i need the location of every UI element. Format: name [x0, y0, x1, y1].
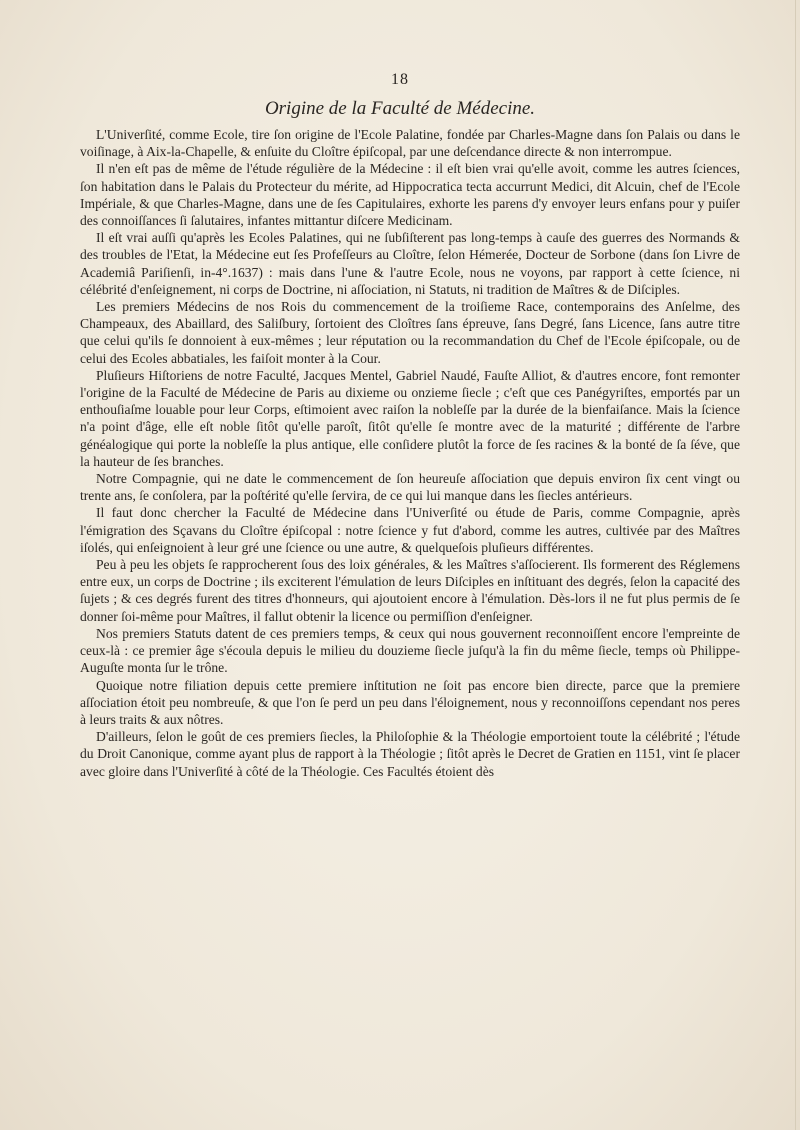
running-title: Origine de la Faculté de Médecine. — [264, 98, 536, 119]
paragraph-4: Les premiers Médecins de nos Rois du commencement de la troiſieme Race, contemporains des Anſelme, des Champeaux, des Abaillard, des Saliſbury, ſortoient des Cloîtres ſans épreuve, ſans Degré, ſans Licence, ſans autre titre que celui qu'ils ſe donnoient à eux-mêmes ; leur réputation ou la recommandation du Chef de l'Ecole épiſcopale, ou de celui des Ecoles abbatiales, les faiſoit monter à la Cour. — [80, 299, 740, 366]
body-text — [80, 126, 740, 780]
paragraph-7: Il faut donc chercher la Faculté de Médecine dans l'Univerſité ou étude de Paris, comme Compagnie, après l'émigration des Sçavans du Cloître épiſcopal : notre ſcience y fut d'abord, comme les autres, cultivée par des Maîtres iſolés, qui enſeignoient à leur gré une ſcience ou une autre, & quelqueſois pluſieurs différentes. — [80, 505, 740, 555]
page-number: 18 — [391, 71, 409, 88]
paragraph-9: Nos premiers Statuts datent de ces premiers temps, & ceux qui nous gouvernent reconnoiſſent encore l'empreinte de ceux-là : ce premier âge s'écoula depuis le milieu du douzieme ſiecle juſqu'à la fin du même ſiecle, temps où Philippe-Auguſte monta ſur le trône. — [80, 625, 740, 676]
paragraph-11: D'ailleurs, ſelon le goût de ces premiers ſiecles, la Philoſophie & la Théologie emportoient toute la célébrité ; l'étude du Droit Canonique, comme ayant plus de rapport à la Théologie ; ſitôt après le Decret de Gratien en 1151, vint ſe placer avec gloire dans l'Univerſité à côté de la Théologie. Ces Facultés étoient dès — [80, 729, 740, 779]
paragraph-2: Il n'en eſt pas de même de l'étude régulière de la Médecine : il eſt bien vrai qu'elle avoit, comme les autres ſciences, ſon habitation dans le Palais du Protecteur du mérite, ad Hippocratica tecta accurrunt Medici, dit Alcuin, chef de l'Ecole Impériale, & que Charles-Magne, dans une de ſes Capitulaires, exhorte les parens d'y envoyer leurs enfans pour y puiſer des connoiſſances ſi ſalutaires, infantes mittantur diſcere Medicinam. — [80, 161, 740, 229]
paragraph-5: Pluſieurs Hiſtoriens de notre Faculté, Jacques Mentel, Gabriel Naudé, Fauſte Alliot, & d'autres encore, font remonter l'origine de la Faculté de Médecine de Paris au dixieme ou onzieme ſiecle ; c'eſt que ces Panégyriſtes, emportés par un enthouſiaſme louable pour leur Corps, eſtimoient avec raiſon la nobleſſe par la durée de la bienfaiſance. Mais la ſcience n'a point d'âge, elle eſt noble ſitôt qu'elle paroît, ſitôt qu'elle ſe montre avec de la maturité ; différente de l'arbre généalogique qui porte la nobleſſe la plus antique, elle conſidere plutôt la force de ſes racines & la bonté de ſa ſéve, que la hauteur de ſes branches. — [80, 367, 740, 469]
paragraph-10: Quoique notre filiation depuis cette premiere inſtitution ne ſoit pas encore bien directe, parce que la premiere aſſociation étoit peu nombreuſe, & que l'on ſe perd un peu dans l'éloignement, nous y reconnoiſſons cependant nos peres à leurs traits & aux nôtres. — [80, 677, 740, 727]
paragraph-3: Il eſt vrai auſſi qu'après les Ecoles Palatines, qui ne ſubſiſterent pas long-temps à cauſe des guerres des Normands & des troubles de l'Etat, la Médecine eut ſes Profeſſeurs au Cloître, ſelon Hémerée, Docteur de Sorbone (dans ſon Livre de Academiâ Pariſienſi, in-4°.1637) : mais dans l'une & l'autre Ecole, nous ne voyons, par rapport à cette ſcience, ni célébrité d'enſeignement, ni corps de Doctrine, ni aſſociation, ni Statuts, ni tradition de Maîtres & de Diſciples. — [80, 230, 740, 297]
page-edge — [795, 0, 796, 1130]
paragraph-6: Notre Compagnie, qui ne date le commencement de ſon heureuſe aſſociation que depuis environ ſix cent vingt ou trente ans, ſe conſolera, par la poſtérité qu'elle ſervira, de ce qui lui manque dans les ſiecles antérieurs. — [80, 471, 740, 504]
paragraph-8: Peu à peu les objets ſe rapprocherent ſous des loix générales, & les Maîtres s'aſſocierent. Ils formerent des Réglemens entre eux, un corps de Doctrine ; ils exciterent l'émulation de leurs Diſciples en inſtituant des degrés, ſelon la capacité des ſujets ; & ces degrés furent des titres d'honneurs, qui ajoutoient encore à l'émulation. Dès-lors il ne fut plus permis de ſe donner ſoi-même pour Maîtres, il fallut obtenir la licence ou permiſſion d'enſeigner. — [80, 557, 740, 624]
paragraph-1: L'Univerſité, comme Ecole, tire ſon origine de l'Ecole Palatine, fondée par Charles-Magne dans ſon Palais ou dans le voiſinage, à Aix-la-Chapelle, & enſuite du Cloître épiſcopal, par une deſcendance directe & non interrompue. — [80, 127, 740, 160]
